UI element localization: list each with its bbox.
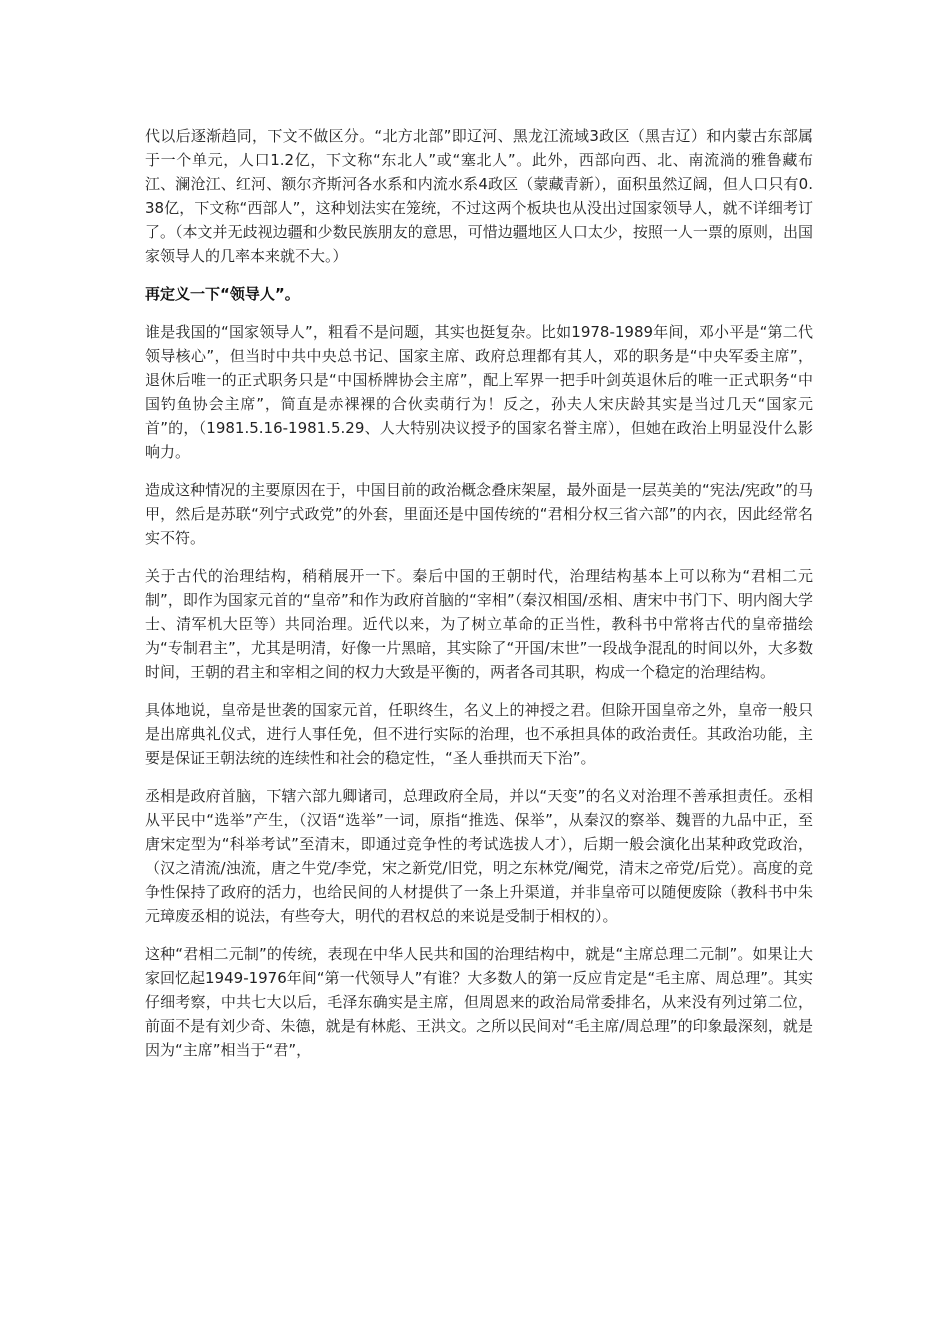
article-body (145, 124, 813, 1076)
section-heading-leader-definition: 再定义一下“领导人”。 (145, 285, 300, 303)
paragraph-emperor-role: 具体地说，皇帝是世袭的国家元首，任职终生，名义上的神授之君。但除开国皇帝之外，皇帝一般只是出席典礼仪式，进行人事任免，但不进行实际的治理，也不承担具体的政治责任。其政治功能，主要是保证王朝法统的连续性和社会的稳定性，“圣人垂拱而天下治”。 (145, 701, 813, 767)
paragraph-chancellor-role: 丞相是政府首脑，下辖六部九卿诸司，总理政府全局，并以“天变”的名义对治理不善承担责任。丞相从平民中“选举”产生，（汉语“选举”一词，原指“推选、保举”，从秦汉的察举、魏晋的九品中正，至唐宋定型为“科举考试”至清末，即通过竞争性的考试选拔人才），后期一般会演化出某种政党政治，（汉之清流/浊流，唐之牛党/李党，宋之新党/旧党，明之东林党/阉党，清末之帝党/后党）。高度的竞争性保持了政府的活力，也给民间的人材提供了一条上升渠道，并非皇帝可以随便废除（教科书中朱元璋废丞相的说法，有些夸大，明代的君权总的来说是受制于相权的）。 (145, 787, 813, 925)
paragraph-regions: 代以后逐渐趋同，下文不做区分。“北方北部”即辽河、黑龙江流域3政区（黑吉辽）和内蒙古东部属于一个单元，人口1.2亿，下文称“东北人”或“塞北人”。此外，西部向西、北、南流淌的雅鲁藏布江、澜沧江、红河、额尔齐斯河各水系和内流水系4政区（蒙藏青新），面积虽然辽阔，但人口只有0.38亿，下文称“西部人”，这种划法实在笼统，不过这两个板块也从没出过国家领导人，就不详细考订了。（本文并无歧视边疆和少数民族朋友的意思，可惜边疆地区人口太少，按照一人一票的原则，出国家领导人的几率本来就不大。） (145, 127, 813, 265)
paragraph-ancient-governance: 关于古代的治理结构，稍稍展开一下。秦后中国的王朝时代，治理结构基本上可以称为“君相二元制”，即作为国家元首的“皇帝”和作为政府首脑的“宰相”（秦汉相国/丞相、唐宋中书门下、明内阁大学士、清军机大臣等）共同治理。近代以来，为了树立革命的正当性，教科书中常将古代的皇帝描绘为“专制君主”，尤其是明清，好像一片黑暗，其实除了“开国/末世”一段战争混乱的时间以外，大多数时间，王朝的君主和宰相之间的权力大致是平衡的，两者各司其职，构成一个稳定的治理结构。 (145, 567, 813, 681)
paragraph-political-concepts: 造成这种情况的主要原因在于，中国目前的政治概念叠床架屋，最外面是一层英美的“宪法/宪政”的马甲，然后是苏联“列宁式政党”的外套，里面还是中国传统的“君相分权三省六部”的内衣，因此经常名实不符。 (145, 481, 813, 547)
paragraph-chairman-premier: 这种“君相二元制”的传统，表现在中华人民共和国的治理结构中，就是“主席总理二元制”。如果让大家回忆起1949-1976年间“第一代领导人”有谁？大多数人的第一反应肯定是“毛主席、周总理”。其实仔细考察，中共七大以后，毛泽东确实是主席，但周恩来的政治局常委排名，从来没有列过第二位，前面不是有刘少奇、朱德，就是有林彪、王洪文。之所以民间对“毛主席/周总理”的印象最深刻，就是因为“主席”相当于“君”， (145, 945, 813, 1059)
paragraph-who-is-leader: 谁是我国的“国家领导人”，粗看不是问题，其实也挺复杂。比如1978-1989年间，邓小平是“第二代领导核心”，但当时中共中央总书记、国家主席、政府总理都有其人，邓的职务是“中央军委主席”，退休后唯一的正式职务只是“中国桥牌协会主席”，配上军界一把手叶剑英退休后的唯一正式职务“中国钓鱼协会主席”，简直是赤裸裸的合伙卖萌行为！反之，孙夫人宋庆龄其实是当过几天“国家元首”的，（1981.5.16-1981.5.29、人大特别决议授予的国家名誉主席），但她在政治上明显没什么影响力。 (145, 323, 813, 461)
